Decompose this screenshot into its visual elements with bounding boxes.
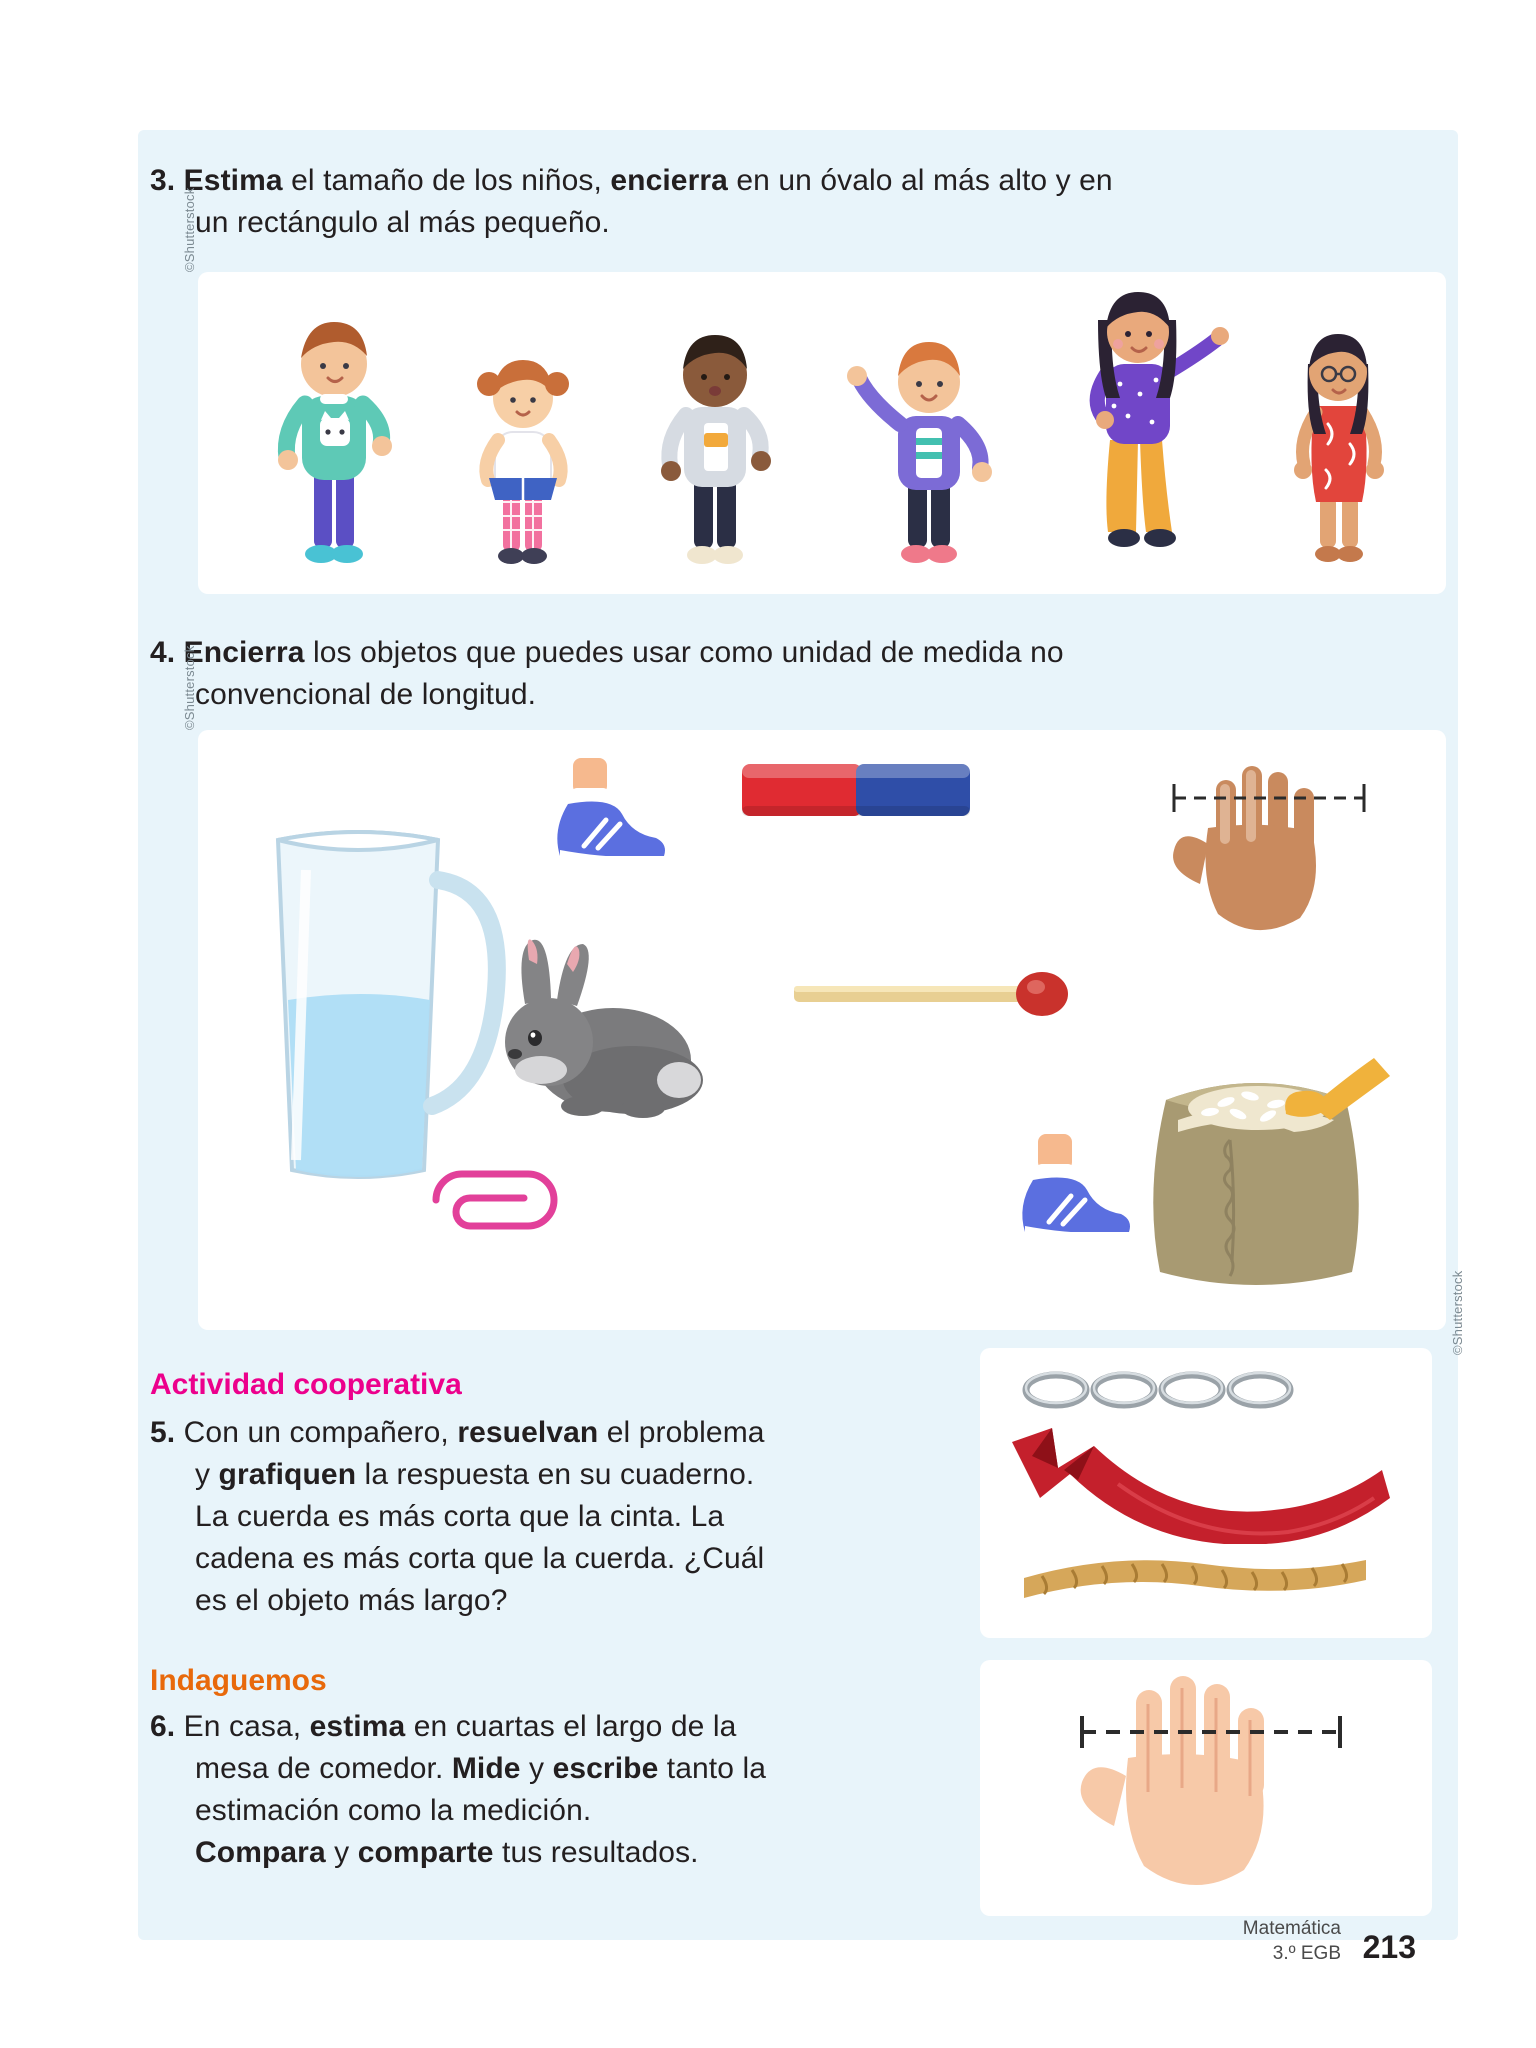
object-blue-shoe <box>528 754 678 874</box>
object-water-pitcher <box>218 800 518 1220</box>
exercise-5-line2b: la respuesta en su cuaderno. <box>356 1458 755 1491</box>
exercise-6-line2mid: y <box>520 1752 553 1785</box>
footer-subject-block <box>1243 1916 1341 1966</box>
exercise-3-rest-1: el tamaño de los niños, <box>282 164 611 197</box>
child-figure-6 <box>1258 320 1418 580</box>
object-grey-rabbit <box>483 930 713 1130</box>
credit-cooperative: ©Shutterstock <box>1450 1270 1465 1355</box>
exercise-6-line4mid: y <box>325 1836 358 1869</box>
cooperative-image-card <box>980 1348 1432 1638</box>
exercise-4-rest-1: los objetos que puedes usar como unidad de medida no <box>304 636 1064 669</box>
object-red-blue-eraser <box>738 750 978 840</box>
image-hand-span-measure <box>1040 1666 1370 1916</box>
exercise-5-number: 5. <box>150 1416 176 1449</box>
object-pink-paperclip <box>398 1160 578 1240</box>
footer-page-number: 213 <box>1362 1929 1416 1965</box>
exercise-6-line1bold: estima <box>309 1710 406 1743</box>
cooperative-heading: Actividad cooperativa <box>150 1368 462 1401</box>
exercise-3-bold-1: Estima <box>183 164 283 197</box>
exercise-6-line4bold1: Compara <box>195 1836 326 1869</box>
exercise-4-number: 4. <box>150 636 176 669</box>
exercise-6-line2b: tanto la <box>658 1752 767 1785</box>
exercise-6-line1a: En casa, <box>183 1710 310 1743</box>
inquiry-image-card <box>980 1660 1432 1916</box>
image-rope <box>1014 1544 1374 1598</box>
object-matchstick <box>788 960 1078 1030</box>
exercise-3-bold-2: encierra <box>610 164 728 197</box>
exercise-5-p2: resuelvan <box>457 1416 599 1449</box>
exercise-6-number: 6. <box>150 1710 176 1743</box>
exercise-6-line1b: en cuartas el largo de la <box>405 1710 737 1743</box>
footer-subject: Matemática <box>1242 1918 1341 1939</box>
credit-exercise-3: ©Shutterstock <box>182 187 197 272</box>
exercise-3-text <box>150 160 1430 244</box>
exercise-4-bold-1: Encierra <box>183 636 305 669</box>
footer-grade: 3.º EGB <box>1272 1943 1341 1964</box>
exercise-5-line3: La cuerda es más corta que la cinta. La <box>195 1500 725 1533</box>
exercise-6-line4bold2: comparte <box>357 1836 494 1869</box>
image-red-ribbon <box>998 1424 1398 1544</box>
exercise-3-rest-2: en un óvalo al más alto y en <box>727 164 1113 197</box>
exercise-3-image-card <box>198 272 1446 594</box>
image-metal-chain <box>1020 1368 1320 1412</box>
exercise-5-line2a: y <box>195 1458 219 1491</box>
child-figure-4 <box>838 320 1018 580</box>
object-sack-of-rice <box>1118 980 1398 1300</box>
exercise-6-text <box>150 1706 950 1874</box>
exercise-3-line2: un rectángulo al más pequeño. <box>195 206 610 239</box>
exercise-5-p1: Con un compañero, <box>183 1416 458 1449</box>
exercise-5-line5: es el objeto más largo? <box>195 1584 508 1617</box>
exercise-6-line2bold1: Mide <box>451 1752 521 1785</box>
object-hand-span-measure <box>1138 758 1388 978</box>
exercise-5-text <box>150 1412 950 1622</box>
exercise-4-image-card <box>198 730 1446 1330</box>
child-figure-2 <box>453 340 593 580</box>
exercise-3-number: 3. <box>150 164 176 197</box>
exercise-4-line2: convencional de longitud. <box>195 678 537 711</box>
exercise-6-line3: estimación como la medición. <box>195 1794 592 1827</box>
exercise-6-line2bold2: escribe <box>552 1752 659 1785</box>
exercise-6-line4end: tus resultados. <box>493 1836 699 1869</box>
exercise-5-p3: el problema <box>598 1416 765 1449</box>
child-figure-3 <box>638 315 788 580</box>
inquiry-heading: Indaguemos <box>150 1664 327 1697</box>
exercise-5-line2bold: grafiquen <box>218 1458 357 1491</box>
exercise-4-text <box>150 632 1430 716</box>
credit-exercise-4: ©Shutterstock <box>182 645 197 730</box>
child-figure-1 <box>258 300 408 580</box>
child-figure-5 <box>1048 280 1238 580</box>
exercise-6-line2a: mesa de comedor. <box>195 1752 452 1785</box>
exercise-5-line4: cadena es más corta que la cuerda. ¿Cuál <box>195 1542 765 1575</box>
